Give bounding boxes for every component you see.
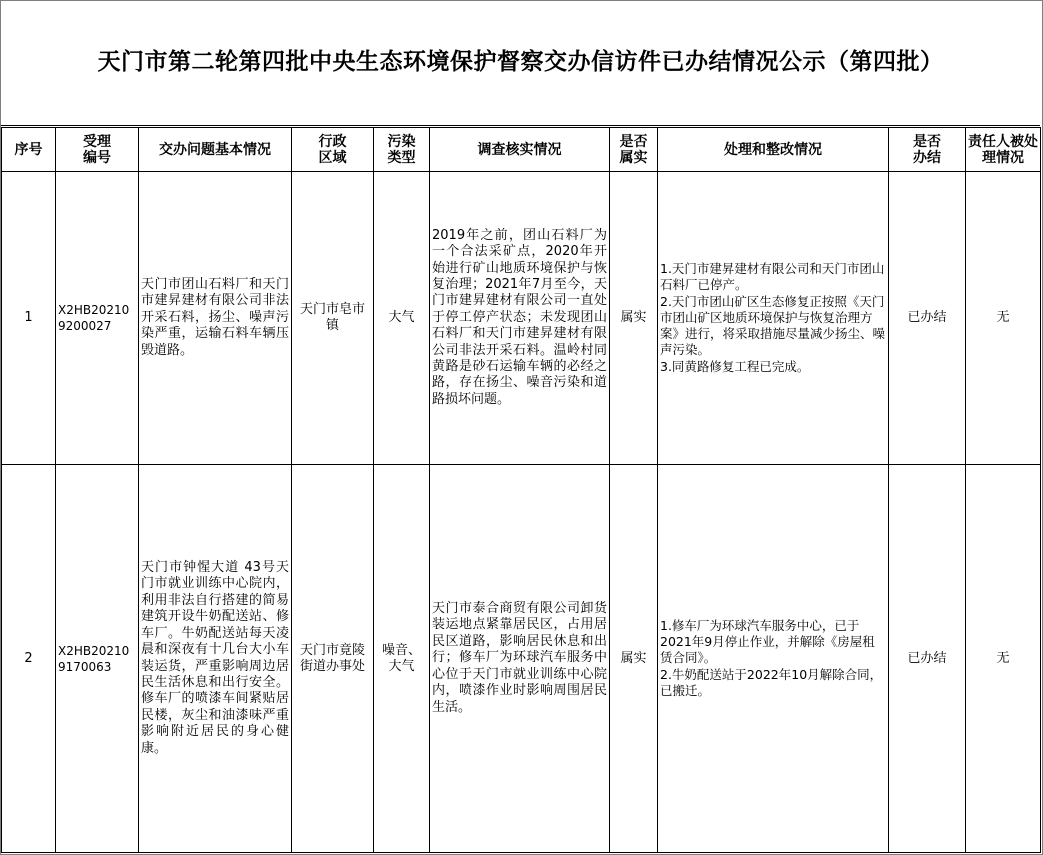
cell-seq: 2 [2, 465, 56, 853]
header-code: 受理编号 [56, 128, 139, 172]
cell-responsible: 无 [966, 465, 1041, 853]
cell-problem: 天门市钟惺大道 43号天门市就业训练中心院内，利用非法自行搭建的简易建筑开设牛奶配送站、修车厂。牛奶配送站每天凌晨和深夜有十几台大小车装运货，严重影响周边居民生活休息和出行安全。修车厂的喷漆车间紧贴居民楼，灰尘和油漆味严重影响附近居民的身心健康。 [139, 465, 292, 853]
table-row [2, 465, 1041, 853]
header-responsible: 责任人被处理情况 [966, 128, 1041, 172]
table-row [2, 172, 1041, 465]
cell-region: 天门市竟陵街道办事处 [292, 465, 374, 853]
action-item: 2.牛奶配送站于2022年10月解除合同，已搬迁。 [660, 666, 883, 698]
header-closed: 是否办结 [889, 128, 966, 172]
header-actions: 处理和整改情况 [658, 128, 889, 172]
cell-investigation: 天门市泰合商贸有限公司卸货装运地点紧靠居民区，占用居民区道路，影响居民休息和出行；修车厂为环球汽车服务中心位于天门市就业训练中心院内，喷漆作业时影响周围居民生活。 [430, 465, 610, 853]
cell-closed: 已办结 [889, 465, 966, 853]
header-problem: 交办问题基本情况 [139, 128, 292, 172]
cell-code: X2HB202109200027 [56, 172, 139, 465]
cell-region: 天门市皂市镇 [292, 172, 374, 465]
header-region: 行政区域 [292, 128, 374, 172]
header-seq: 序号 [2, 128, 56, 172]
action-item: 1.天门市建昇建材有限公司和天门市团山石料厂已停产。 [660, 261, 885, 293]
page-title: 天门市第二轮第四批中央生态环境保护督察交办信访件已办结情况公示（第四批） [97, 47, 944, 75]
cell-actions [658, 465, 889, 853]
header-row [2, 128, 1041, 172]
cell-responsible: 无 [966, 172, 1041, 465]
cell-verified: 属实 [610, 465, 658, 853]
cases-table [1, 127, 1041, 853]
action-item: 1.修车厂为环球汽车服务中心，已于2021年9月停止作业，并解除《房屋租赁合同》。 [660, 617, 875, 666]
cell-closed: 已办结 [889, 172, 966, 465]
cell-code: X2HB202109170063 [56, 465, 139, 853]
cell-pollution: 噪音、大气 [374, 465, 430, 853]
cell-problem: 天门市团山石料厂和天门市建昇建材有限公司非法开采石料，扬尘、噪声污染严重，运输石料车辆压毁道路。 [139, 172, 292, 465]
cell-investigation: 2019年之前，团山石料厂为一个合法采矿点，2020年开始进行矿山地质环境保护与恢复治理；2021年7月至今，天门市建昇建材有限公司一直处于停工停产状态；未发现团山石料厂和天门市建昇建材有限公司非法开采石料。温岭村同黄路是砂石运输车辆的必经之路，存在扬尘、噪音污染和道路损坏问题。 [430, 172, 610, 465]
cell-actions [658, 172, 889, 465]
action-item: 2.天门市团山矿区生态修复正按照《天门市团山矿区地质环境保护与恢复治理方案》进行，将采取措施尽量减少扬尘、噪声污染。 [660, 293, 886, 358]
cell-pollution: 大气 [374, 172, 430, 465]
cell-seq: 1 [2, 172, 56, 465]
header-pollution: 污染类型 [374, 128, 430, 172]
cell-verified: 属实 [610, 172, 658, 465]
header-verified: 是否属实 [610, 128, 658, 172]
action-item: 3.同黄路修复工程已完成。 [660, 358, 810, 374]
title-area [1, 1, 1040, 126]
header-investigation: 调查核实情况 [430, 128, 610, 172]
